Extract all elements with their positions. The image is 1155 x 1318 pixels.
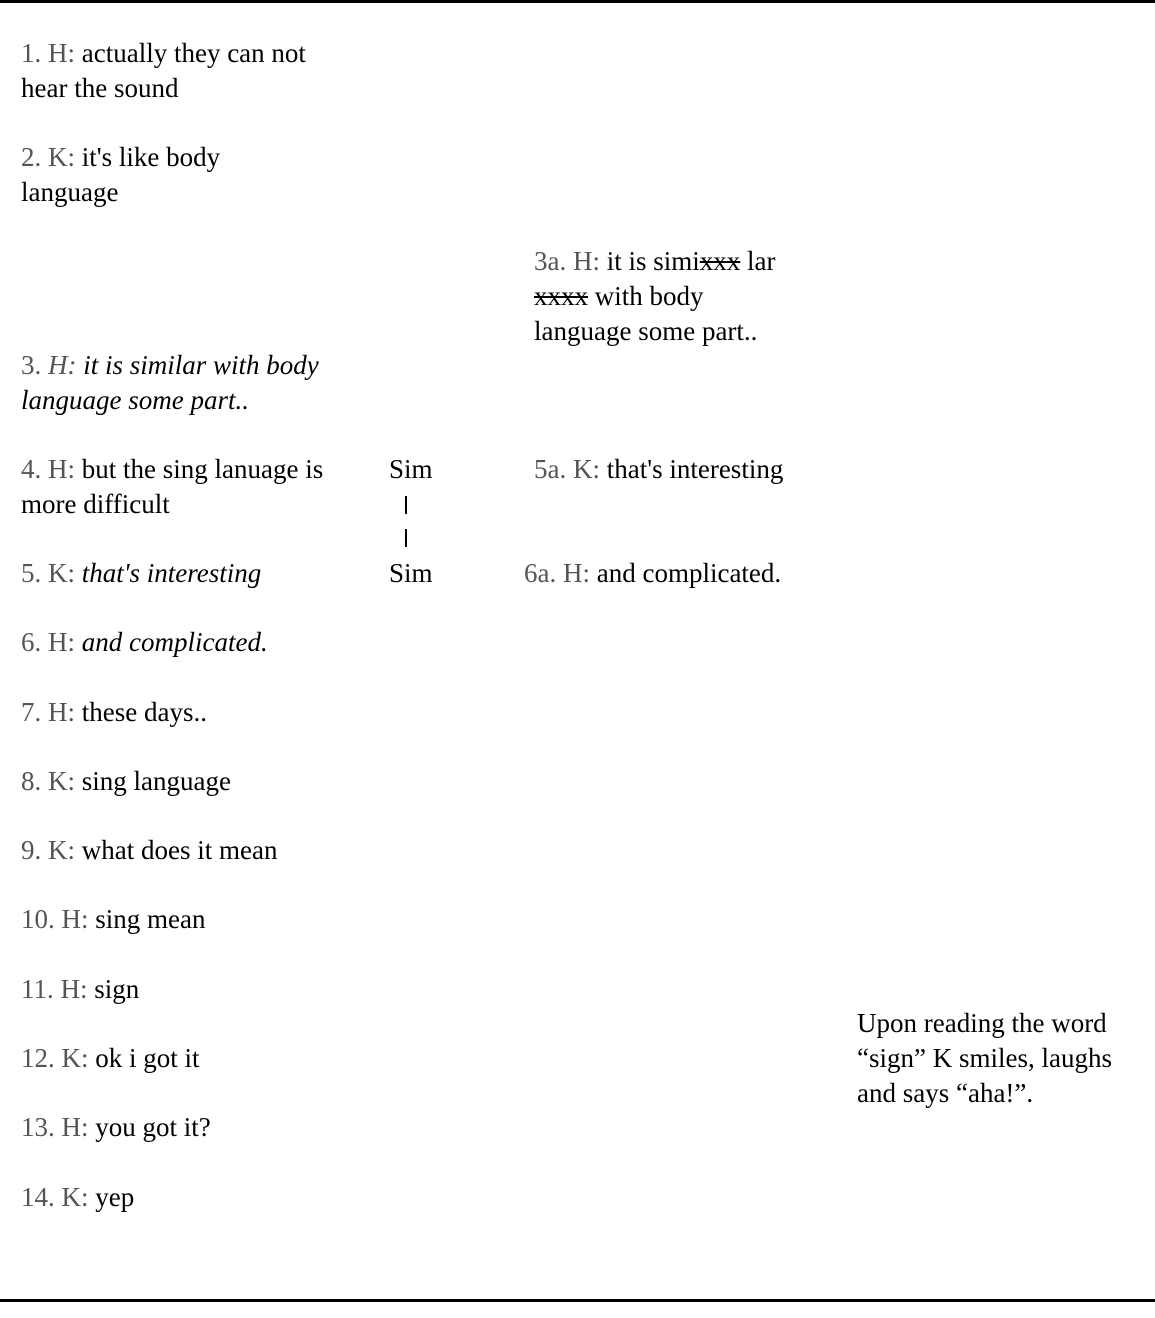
event-number: 3a. [534,246,567,276]
turn-number: 13. [21,1112,55,1142]
turn-speaker: K: [48,558,75,588]
turn-text: sing language [81,766,231,796]
turn-number: 10. [21,904,55,934]
turn-text: what does it mean [81,835,278,865]
turn-text: language some part.. [21,385,249,415]
event-speaker: K: [572,454,600,484]
turn-text: sing mean [95,904,206,934]
deleted-text: xxx [699,246,741,276]
turn-6 [21,625,268,660]
turn-text: and complicated. [81,627,268,657]
turn-speaker: H: [48,350,77,380]
top-rule [0,0,1155,3]
turn-speaker: K: [61,1043,89,1073]
note-line: and says “aha!”. [857,1078,1034,1108]
note-line: “sign” K smiles, laughs [857,1043,1112,1073]
event-text: with body [588,281,704,311]
turn-speaker: H: [48,627,75,657]
turn-number: 2. [21,142,42,172]
turn-8 [21,764,231,799]
turn-14 [21,1180,134,1215]
turn-7 [21,695,207,730]
turn-11 [21,972,139,1007]
turn-text: yep [95,1182,135,1212]
event-speaker: H: [562,558,590,588]
turn-12 [21,1041,200,1076]
note-line: Upon reading the word [857,1008,1107,1038]
turn-text: it's like body [81,142,221,172]
typing-event-5a [534,452,783,487]
turn-number: 11. [21,974,54,1004]
event-speaker: H: [572,246,600,276]
turn-speaker: K: [48,835,75,865]
turn-speaker: H: [61,1112,89,1142]
turn-5 [21,556,261,591]
turn-speaker: K: [61,1182,89,1212]
turn-10 [21,902,205,937]
turn-speaker: H: [48,38,75,68]
sim-connector [405,496,407,514]
event-text: language some part.. [534,316,758,346]
turn-speaker: K: [48,766,75,796]
turn-number: 5. [21,558,42,588]
observation-note [857,1006,1112,1111]
turn-text: ok i got it [95,1043,200,1073]
sim-mark-bottom: Sim [389,558,433,588]
turn-number: 9. [21,835,42,865]
turn-text: hear the sound [21,73,179,103]
event-number: 6a. [524,558,557,588]
turn-speaker: H: [48,697,75,727]
turn-number: 14. [21,1182,55,1212]
turn-speaker: H: [48,454,75,484]
turn-text: that's interesting [81,558,262,588]
turn-number: 1. [21,38,42,68]
deleted-text: xxxx [534,281,588,311]
event-text: that's interesting [606,454,784,484]
turn-number: 12. [21,1043,55,1073]
turn-text: it is similar with body [83,350,319,380]
turn-speaker: K: [48,142,75,172]
sim-connector [405,529,407,547]
turn-number: 6. [21,627,42,657]
turn-text: language [21,177,119,207]
turn-text: you got it? [95,1112,211,1142]
turn-13 [21,1110,211,1145]
typing-event-3a [534,244,776,349]
turn-2 [21,140,220,210]
event-text: and complicated. [596,558,782,588]
turn-number: 7. [21,697,42,727]
turn-3 [21,348,319,418]
turn-text: but the sing lanuage is [81,454,324,484]
event-text: lar [740,246,776,276]
turn-4 [21,452,323,522]
turn-text: these days.. [81,697,207,727]
turn-number: 8. [21,766,42,796]
turn-1 [21,36,306,106]
turn-speaker: H: [61,904,89,934]
turn-speaker: H: [60,974,88,1004]
turn-number: 3. [21,350,42,380]
turn-text: sign [94,974,140,1004]
event-number: 5a. [534,454,567,484]
turn-text: more difficult [21,489,170,519]
turn-number: 4. [21,454,42,484]
turn-9 [21,833,277,868]
bottom-rule [0,1299,1155,1302]
typing-event-6a [524,556,781,591]
sim-mark-top: Sim [389,454,433,484]
event-text: it is simi [606,246,700,276]
turn-text: actually they can not [81,38,306,68]
